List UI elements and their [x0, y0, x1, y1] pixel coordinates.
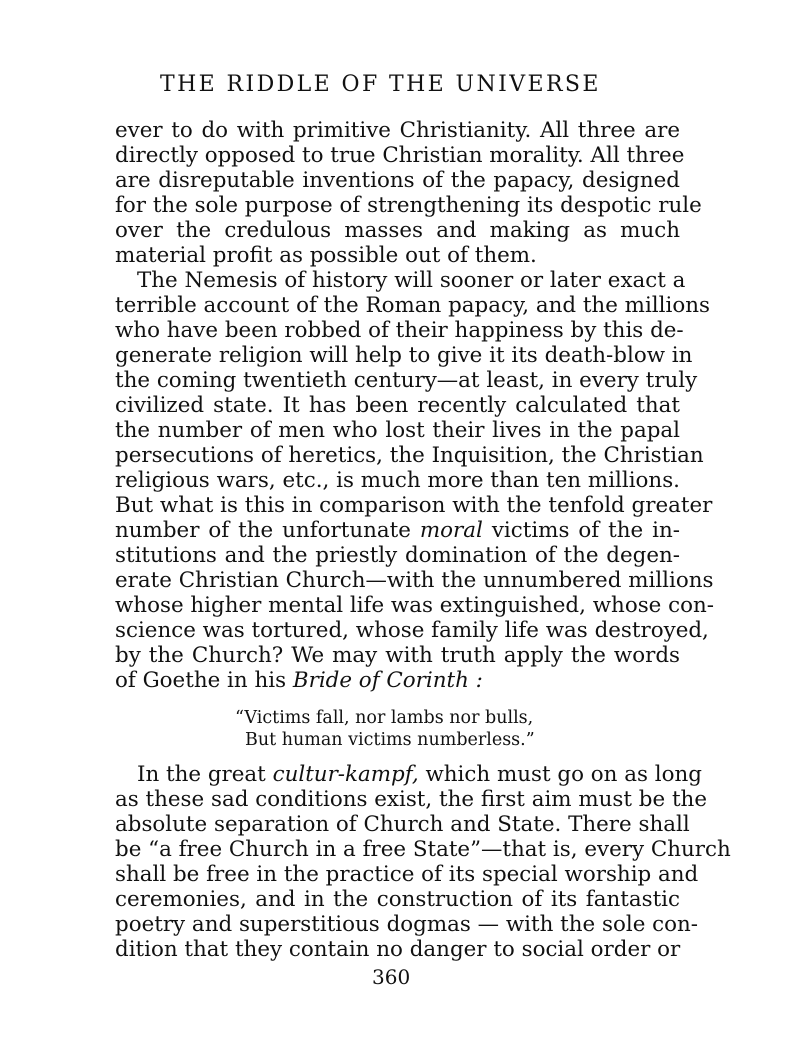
text-line: the number of men who lost their lives in the papal [115, 418, 680, 443]
italic-word: cultur-kampf, [272, 762, 419, 787]
text-line: absolute separation of Church and State. There shall [115, 812, 690, 837]
text-segment: which must go on as long [418, 762, 702, 787]
text-line: are disreputable inventions of the papacy, designed [115, 168, 680, 193]
text-line [115, 762, 702, 787]
text-line: be “a free Church in a free State”—that is, every Church [115, 837, 731, 862]
text-line: persecutions of heretics, the Inquisition, the Christian [115, 443, 704, 468]
text-line: the coming twentieth century—at least, in every truly [115, 368, 698, 393]
text-line: erate Christian Church—with the unnumbered millions [115, 568, 714, 593]
text-line: material profit as possible out of them. [115, 243, 537, 268]
text-line: religious wars, etc., is much more than ten millions. [115, 468, 680, 493]
text-line: poetry and superstitious dogmas — with the sole con- [115, 912, 699, 937]
text-line: for the sole purpose of strengthening its despotic rule [115, 193, 702, 218]
text-line: as these sad conditions exist, the first aim must be the [115, 787, 707, 812]
text-line: stitutions and the priestly domination of the degen- [115, 543, 680, 568]
verse-line: “Victims fall, nor lambs nor bulls, [235, 708, 534, 728]
verse-line: But human victims numberless.” [245, 730, 535, 750]
text-line: The Nemesis of history will sooner or later exact a [137, 268, 686, 293]
text-line: terrible account of the Roman papacy, and the millions [115, 293, 710, 318]
verse-quote [235, 707, 535, 751]
text-line: over the credulous masses and making as much [115, 218, 680, 243]
text-line: generate religion will help to give it its death-blow in [115, 343, 693, 368]
body-text-top [115, 118, 714, 693]
text-line: who have been robbed of their happiness by this de- [115, 318, 684, 343]
text-line: by the Church? We may with truth apply the words [115, 643, 680, 668]
text-line: But what is this in comparison with the tenfold greater [115, 493, 713, 518]
text-line: civilized state. It has been recently calculated that [115, 393, 680, 418]
text-line [115, 668, 680, 693]
text-line: directly opposed to true Christian morality. All three [115, 143, 685, 168]
italic-word: moral [419, 518, 483, 543]
running-header: THE RIDDLE OF THE UNIVERSE [160, 72, 601, 97]
text-line: science was tortured, whose family life was destroyed, [115, 618, 709, 643]
text-line: ceremonies, and in the construction of its fantastic [115, 887, 680, 912]
text-segment: number of the unfortunate [115, 518, 420, 543]
italic-title: Bride of Corinth : [292, 668, 483, 693]
text-segment: victims of the in- [482, 518, 680, 543]
page-number: 360 [372, 965, 411, 989]
body-text-bottom [115, 762, 731, 962]
text-line [115, 518, 680, 543]
text-segment: In the great [137, 762, 273, 787]
text-line: whose higher mental life was extinguished, whose con- [115, 593, 714, 618]
text-line: ever to do with primitive Christianity. All three are [115, 118, 680, 143]
text-segment: of Goethe in his [115, 668, 293, 693]
text-line: shall be free in the practice of its special worship and [115, 862, 699, 887]
text-line: dition that they contain no danger to social order or [115, 937, 681, 962]
